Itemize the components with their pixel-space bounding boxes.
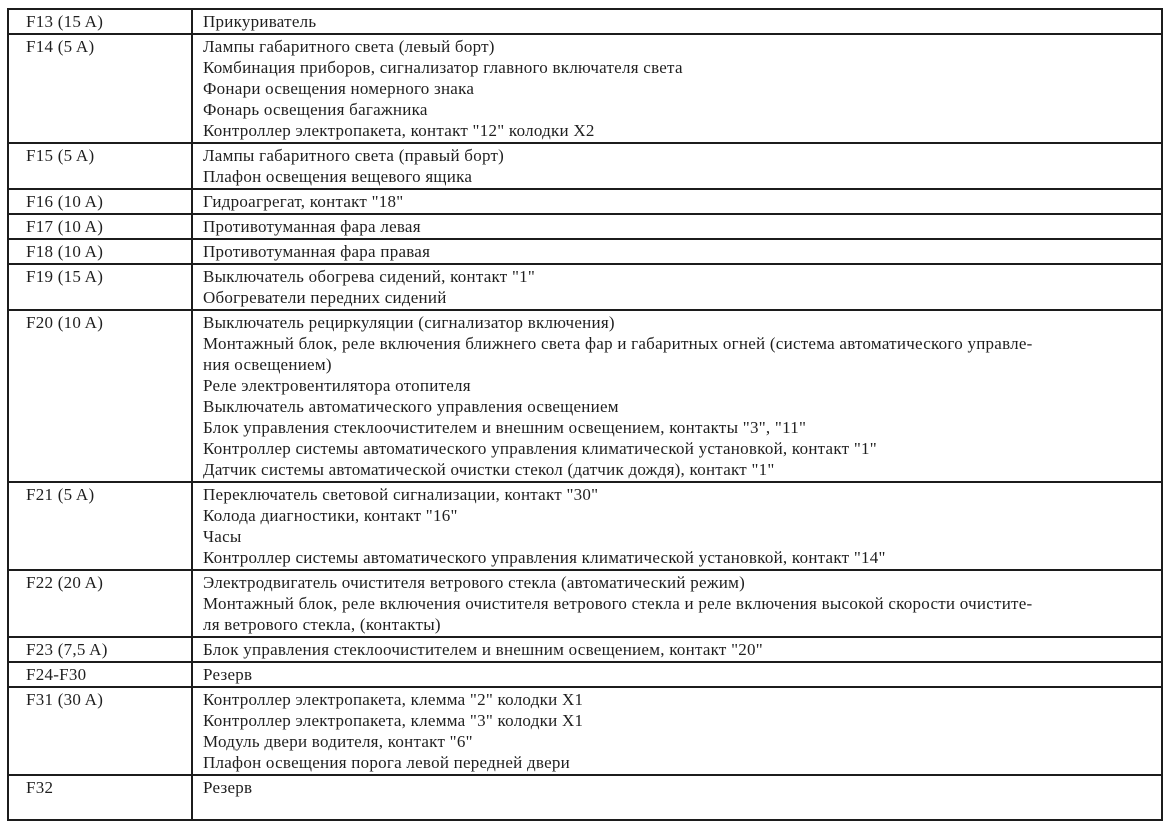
table-row-f24-f30 (9, 661, 1161, 686)
circuit-line: Комбинация приборов, сигнализатор главного включателя света (203, 58, 683, 77)
circuit-line: Электродвигатель очистителя ветрового стекла (автоматический режим) (203, 573, 745, 592)
circuit-line: Выключатель автоматического управления освещением (203, 397, 619, 416)
circuit-line: Прикуриватель (203, 12, 317, 31)
fuse-id-cell: F23 (7,5 A) (9, 638, 193, 661)
circuits-cell (193, 215, 1161, 238)
table-row-f23 (9, 636, 1161, 661)
circuit-line: Гидроагрегат, контакт "18" (203, 192, 404, 211)
circuits-cell (193, 190, 1161, 213)
circuit-line: Блок управления стеклоочистителем и внешним освещением, контакт "20" (203, 640, 763, 659)
circuit-line: Фонарь освещения багажника (203, 100, 428, 119)
document-page (7, 8, 1163, 821)
circuit-line: Резерв (203, 778, 253, 797)
circuit-line: Выключатель рециркуляции (сигнализатор включения) (203, 313, 615, 332)
table-row-f31 (9, 686, 1161, 774)
table-row-f18 (9, 238, 1161, 263)
table-row-f14 (9, 33, 1161, 142)
fuse-id-cell: F31 (30 A) (9, 688, 193, 774)
table-row-f22 (9, 569, 1161, 636)
fuse-id-cell: F20 (10 A) (9, 311, 193, 481)
circuit-line: Противотуманная фара левая (203, 217, 421, 236)
fuse-id-cell: F13 (15 A) (9, 10, 193, 33)
circuit-line: Переключатель световой сигнализации, контакт "30" (203, 485, 599, 504)
circuit-line: Противотуманная фара правая (203, 242, 431, 261)
fuse-id-cell: F15 (5 A) (9, 144, 193, 188)
fuse-id-cell: F17 (10 A) (9, 215, 193, 238)
fuse-id-cell: F21 (5 A) (9, 483, 193, 569)
circuits-cell (193, 10, 1161, 33)
circuits-cell (193, 144, 1161, 188)
fuse-id-cell: F22 (20 A) (9, 571, 193, 636)
circuits-cell (193, 265, 1161, 309)
circuits-cell (193, 776, 1161, 819)
circuit-line: Реле электровентилятора отопителя (203, 376, 471, 395)
table-row-f13 (9, 10, 1161, 33)
circuit-line: Контроллер электропакета, клемма "2" колодки X1 (203, 690, 584, 709)
circuit-line: ля ветрового стекла, (контакты) (203, 615, 441, 634)
circuit-line: Датчик системы автоматической очистки стекол (датчик дождя), контакт "1" (203, 460, 775, 479)
circuit-line: Резерв (203, 665, 253, 684)
circuit-line: Лампы габаритного света (правый борт) (203, 146, 505, 165)
circuits-cell (193, 638, 1161, 661)
circuit-line: Блок управления стеклоочистителем и внешним освещением, контакты "3", "11" (203, 418, 807, 437)
fuse-id-cell: F32 (9, 776, 193, 819)
circuit-line: Монтажный блок, реле включения ближнего света фар и габаритных огней (система автоматического управле- (203, 334, 1033, 353)
table-row-f17 (9, 213, 1161, 238)
circuit-line: ния освещением) (203, 355, 332, 374)
fuse-id-cell: F16 (10 A) (9, 190, 193, 213)
table-row-f16 (9, 188, 1161, 213)
table-row-f32 (9, 774, 1161, 819)
table-row-f15 (9, 142, 1161, 188)
table-row-f20 (9, 309, 1161, 481)
circuits-cell (193, 483, 1161, 569)
fuse-id-cell: F18 (10 A) (9, 240, 193, 263)
circuit-line: Контроллер системы автоматического управления климатической установкой, контакт "14" (203, 548, 886, 567)
circuits-cell (193, 571, 1161, 636)
circuit-line: Выключатель обогрева сидений, контакт "1" (203, 267, 536, 286)
fuse-id-cell: F14 (5 A) (9, 35, 193, 142)
circuit-line: Колода диагностики, контакт "16" (203, 506, 458, 525)
circuits-cell (193, 663, 1161, 686)
circuits-cell (193, 311, 1161, 481)
circuit-line: Фонари освещения номерного знака (203, 79, 475, 98)
circuit-line: Монтажный блок, реле включения очистителя ветрового стекла и реле включения высокой скорости очистите- (203, 594, 1033, 613)
circuit-line: Часы (203, 527, 242, 546)
circuit-line: Обогреватели передних сидений (203, 288, 447, 307)
fuse-id-cell: F19 (15 A) (9, 265, 193, 309)
circuits-cell (193, 35, 1161, 142)
table-row-f19 (9, 263, 1161, 309)
circuit-line: Плафон освещения порога левой передней двери (203, 753, 570, 772)
circuits-cell (193, 688, 1161, 774)
circuit-line: Плафон освещения вещевого ящика (203, 167, 473, 186)
circuit-line: Контроллер электропакета, контакт "12" колодки X2 (203, 121, 595, 140)
circuit-line: Контроллер системы автоматического управления климатической установкой, контакт "1" (203, 439, 877, 458)
fuse-id-cell: F24-F30 (9, 663, 193, 686)
fuse-table (7, 8, 1163, 821)
circuit-line: Контроллер электропакета, клемма "3" колодки X1 (203, 711, 584, 730)
circuit-line: Лампы габаритного света (левый борт) (203, 37, 495, 56)
circuit-line: Модуль двери водителя, контакт "6" (203, 732, 473, 751)
circuits-cell (193, 240, 1161, 263)
table-row-f21 (9, 481, 1161, 569)
